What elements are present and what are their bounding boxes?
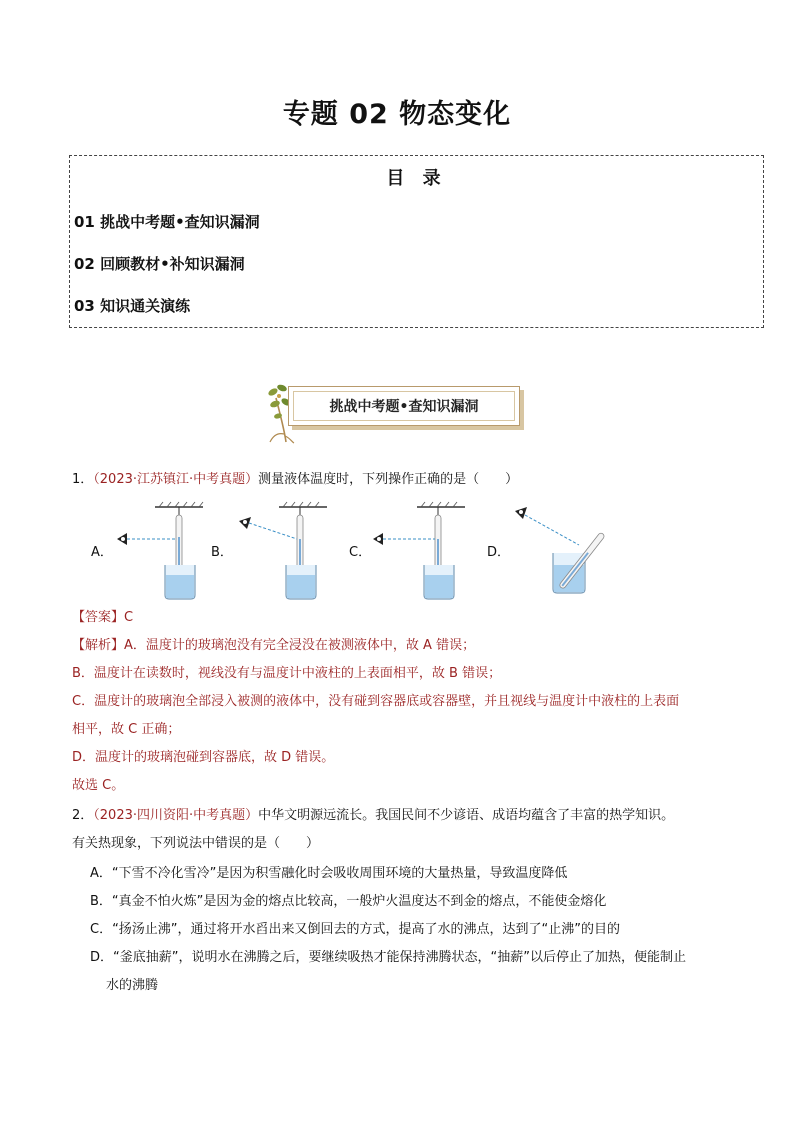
option-a-label: A．: [91, 545, 113, 560]
question-1-stem: [72, 470, 518, 490]
question-2-number: 2．: [72, 808, 94, 823]
question-2-option-d-cont: 水的沸腾: [106, 978, 159, 993]
figure-b-thermometer-icon: [231, 497, 331, 602]
option-b-label: B．: [211, 545, 233, 560]
question-1-text: 测量液体温度时，下列操作正确的是（ ）: [258, 472, 519, 487]
analysis-b: B．温度计在读数时，视线没有与温度计中液柱的上表面相平，故 B 错误；: [72, 666, 502, 681]
analysis-tag: 【解析】: [72, 638, 125, 653]
question-1-answer: 【答案】C: [72, 610, 134, 625]
question-2-option-c: C．“扬汤止沸”，通过将开水舀出来又倒回去的方式，提高了水的沸点，达到了“止沸”的目的: [90, 922, 621, 937]
question-1-number: 1．: [72, 472, 94, 487]
section-banner: [266, 380, 528, 440]
banner-label: 挑战中考题•查知识漏洞: [293, 391, 515, 421]
analysis-c-cont: 相平，故 C 正确；: [72, 722, 181, 737]
toc-heading: 目 录: [386, 168, 447, 189]
question-1-source: （2023·江苏镇江·中考真题）: [93, 472, 259, 487]
figure-a-thermometer-icon: [113, 497, 213, 602]
question-2-text-1: 中华文明源远流长。我国民间不少谚语、成语均蕴含了丰富的热学知识。: [258, 808, 675, 823]
question-2-stem: [72, 806, 674, 826]
toc-item-3[interactable]: 03 知识通关演练: [74, 297, 191, 315]
question-2-text-2: 有关热现象，下列说法中错误的是（ ）: [72, 836, 320, 851]
figure-c-thermometer-icon: [369, 497, 469, 602]
toc-item-2[interactable]: 02 回顾教材•补知识漏洞: [74, 255, 245, 273]
question-2-option-d: D．“釜底抽薪”，说明水在沸腾之后，要继续吸热才能保持沸腾状态，“抽薪”以后停止了加热，便能制止: [90, 950, 686, 965]
question-1-conclusion: 故选 C。: [72, 778, 125, 793]
table-of-contents: [69, 155, 764, 328]
question-2-option-a: A．“下雪不冷化雪冷”是因为积雪融化时会吸收周围环境的大量热量，导致温度降低: [90, 866, 568, 881]
question-2-source: （2023·四川资阳·中考真题）: [93, 808, 259, 823]
banner-frame: [288, 386, 520, 426]
question-1-figures: [85, 497, 645, 602]
option-d-label: D．: [487, 545, 511, 560]
option-c-label: C．: [349, 545, 372, 560]
toc-item-1[interactable]: 01 挑战中考题•查知识漏洞: [74, 213, 260, 231]
question-1-analysis-line-1: [72, 636, 475, 656]
analysis-d: D．温度计的玻璃泡碰到容器底，故 D 错误。: [72, 750, 335, 765]
question-2-option-b: B．“真金不怕火炼”是因为金的熔点比较高，一般炉火温度达不到金的熔点，不能使金熔化: [90, 894, 607, 909]
figure-d-thermometer-icon: [507, 497, 617, 602]
page-title: 专题 02 物态变化: [282, 99, 512, 130]
analysis-a: A．温度计的玻璃泡没有完全浸没在被测液体中，故 A 错误；: [124, 638, 476, 653]
analysis-c: C．温度计的玻璃泡全部浸入被测的液体中，没有碰到容器底或容器壁，并且视线与温度计中液柱的上表面: [72, 694, 680, 709]
